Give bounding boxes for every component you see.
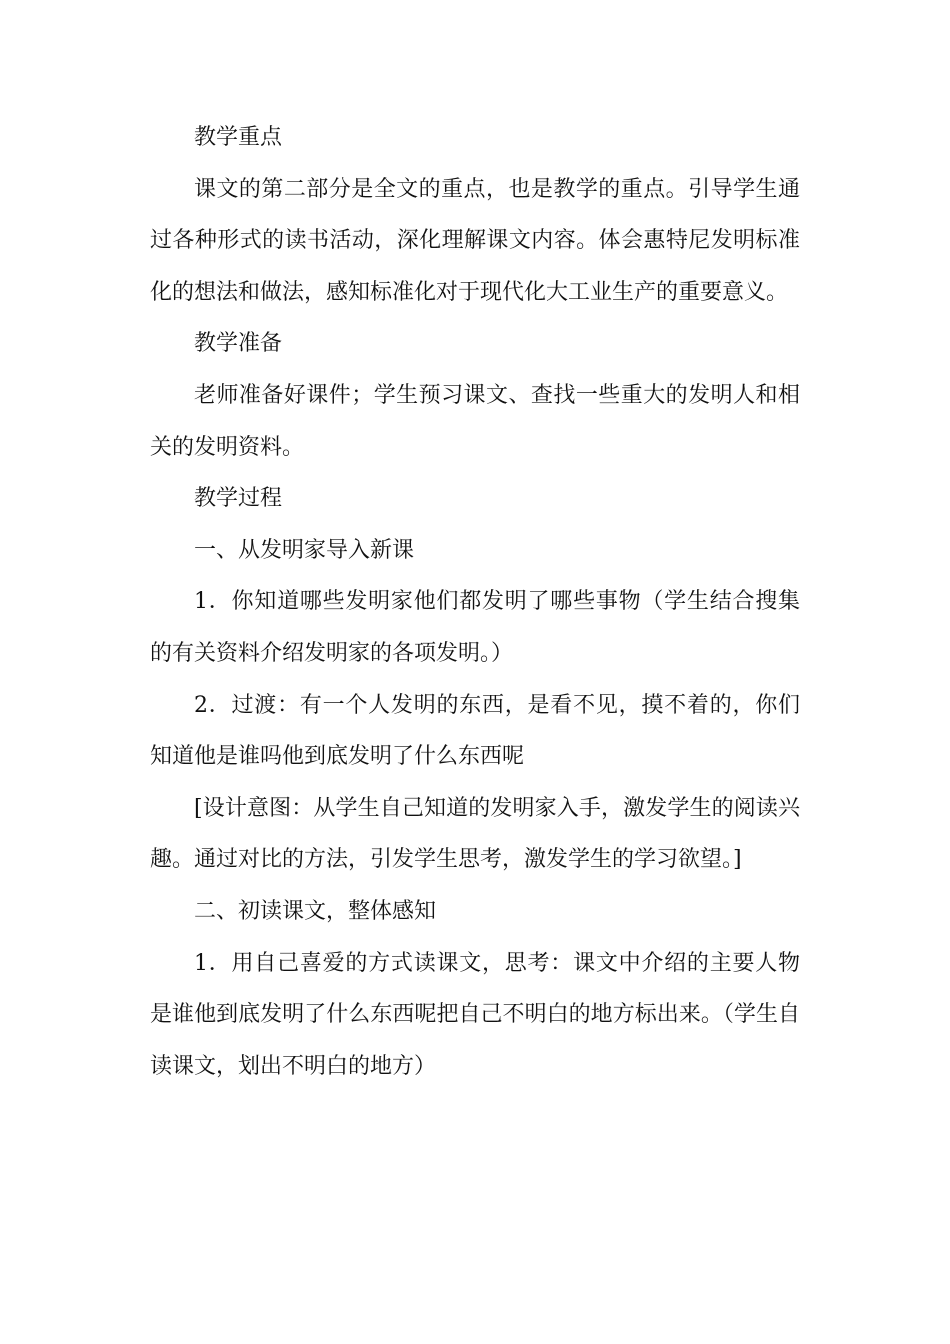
section-one-title: 一、从发明家导入新课 [194, 537, 415, 563]
document-page [150, 112, 800, 1092]
section-one-item-2: 2．过渡：有一个人发明的东西，是看不见，摸不着的，你们知道他是谁吗他到底发明了什么东西呢 [150, 692, 800, 770]
paragraph-preparation-body: 老师准备好课件；学生预习课文、查找一些重大的发明人和相关的发明资料。 [150, 382, 800, 460]
section-two-title: 二、初读课文，整体感知 [194, 898, 437, 924]
paragraph-focus-body: 课文的第二部分是全文的重点，也是教学的重点。引导学生通过各种形式的读书活动，深化理解课文内容。体会惠特尼发明标准化的想法和做法，感知标准化对于现代化大工业生产的重要意义。 [150, 176, 800, 305]
heading-teaching-focus: 教学重点 [194, 125, 283, 150]
section-two-item-1: 1．用自己喜爱的方式读课文，思考：课文中介绍的主要人物是谁他到底发明了什么东西呢把自己不明白的地方标出来。（学生自读课文，划出不明白的地方） [150, 950, 800, 1079]
heading-teaching-process: 教学过程 [194, 486, 283, 512]
heading-teaching-preparation: 教学准备 [194, 331, 283, 357]
design-intent-note: [设计意图：从学生自己知道的发明家入手，激发学生的阅读兴趣。通过对比的方法，引发学生思考，激发学生的学习欲望。] [150, 795, 800, 873]
section-one-item-1: 1．你知道哪些发明家他们都发明了哪些事物（学生结合搜集的有关资料介绍发明家的各项发明。） [150, 589, 800, 666]
